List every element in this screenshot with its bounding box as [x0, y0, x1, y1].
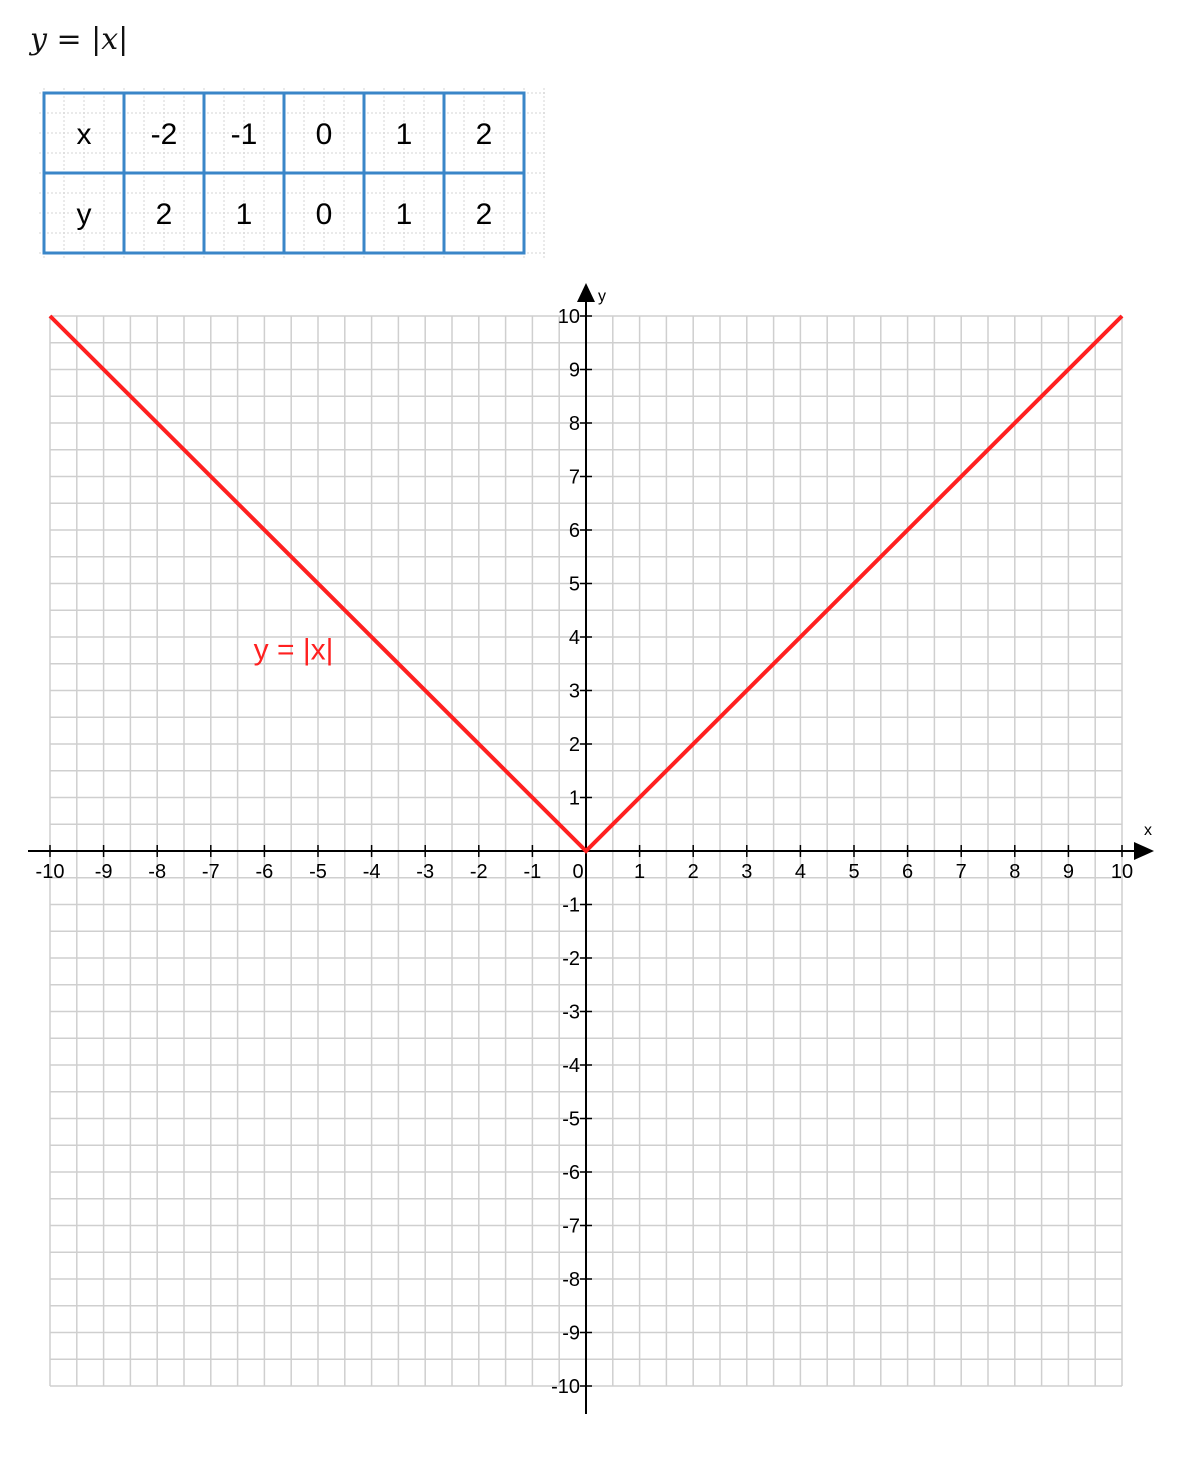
y-tick-label: -7: [562, 1215, 580, 1238]
x-tick-label: -2: [469, 861, 488, 883]
y-tick-label: 10: [557, 306, 580, 328]
x-tick-label: -1: [523, 861, 542, 883]
y-tick-label: 1: [568, 787, 580, 810]
table-cell-value: 1: [235, 198, 253, 231]
x-axis-label: x: [1144, 822, 1152, 839]
equation-title: y = |x|: [30, 22, 129, 57]
x-tick-label: 3: [741, 861, 753, 883]
y-axis-label: y: [598, 288, 606, 305]
x-tick-label: -9: [94, 861, 113, 883]
x-tick-label: 10: [1110, 861, 1134, 883]
function-label: y = |x|: [253, 633, 334, 667]
y-tick-label: 6: [568, 520, 580, 542]
y-tick-label: 4: [568, 627, 580, 649]
y-tick-label: -8: [562, 1269, 580, 1291]
x-tick-label: 8: [1009, 861, 1021, 883]
table-cell-value: 2: [475, 198, 493, 231]
table-cell-value: 1: [395, 118, 413, 151]
table-cell-value: 0: [315, 198, 333, 231]
y-tick-label: 9: [568, 359, 580, 382]
table-cell-value: 1: [395, 198, 413, 231]
table-row-header: y: [76, 198, 92, 231]
x-tick-label: 6: [902, 861, 914, 883]
x-tick-label: -3: [416, 861, 435, 883]
y-axis-arrow: [577, 283, 595, 302]
y-tick-label: 8: [568, 413, 580, 435]
y-tick-label: -4: [562, 1055, 580, 1077]
table-cell-value: 2: [475, 118, 493, 151]
table-cell-value: 0: [315, 118, 333, 151]
y-tick-label: -10: [551, 1376, 580, 1398]
y-tick-label: 5: [568, 573, 580, 596]
table-cell-value: -2: [150, 118, 178, 151]
x-tick-label: -7: [201, 861, 220, 883]
x-tick-label: 1: [634, 861, 646, 883]
x-tick-label: 2: [687, 861, 699, 883]
x-tick-label: -10: [35, 861, 65, 883]
y-tick-label: -1: [562, 894, 580, 917]
x-tick-label: 7: [955, 861, 967, 883]
y-tick-label: 7: [568, 466, 580, 489]
y-tick-label: -6: [562, 1162, 580, 1184]
x-tick-label: 9: [1062, 861, 1074, 883]
x-tick-label: -4: [362, 861, 381, 883]
x-tick-label: 5: [848, 861, 860, 883]
table-row-header: x: [76, 118, 92, 151]
x-tick-label: -8: [148, 861, 167, 883]
y-tick-label: -2: [562, 948, 580, 970]
y-tick-label: -5: [562, 1108, 580, 1131]
x-tick-label: -6: [255, 861, 274, 883]
x-tick-label: 0: [572, 861, 584, 883]
table-cell-value: -1: [230, 118, 258, 151]
x-tick-label: -5: [309, 861, 327, 883]
x-axis-arrow: [1134, 842, 1154, 860]
x-tick-label: 4: [794, 861, 806, 883]
y-tick-label: -3: [562, 1001, 580, 1024]
y-tick-label: 3: [568, 680, 580, 703]
y-tick-label: -9: [562, 1322, 580, 1345]
table-cell-value: 2: [155, 198, 173, 231]
y-tick-label: 2: [568, 734, 580, 756]
